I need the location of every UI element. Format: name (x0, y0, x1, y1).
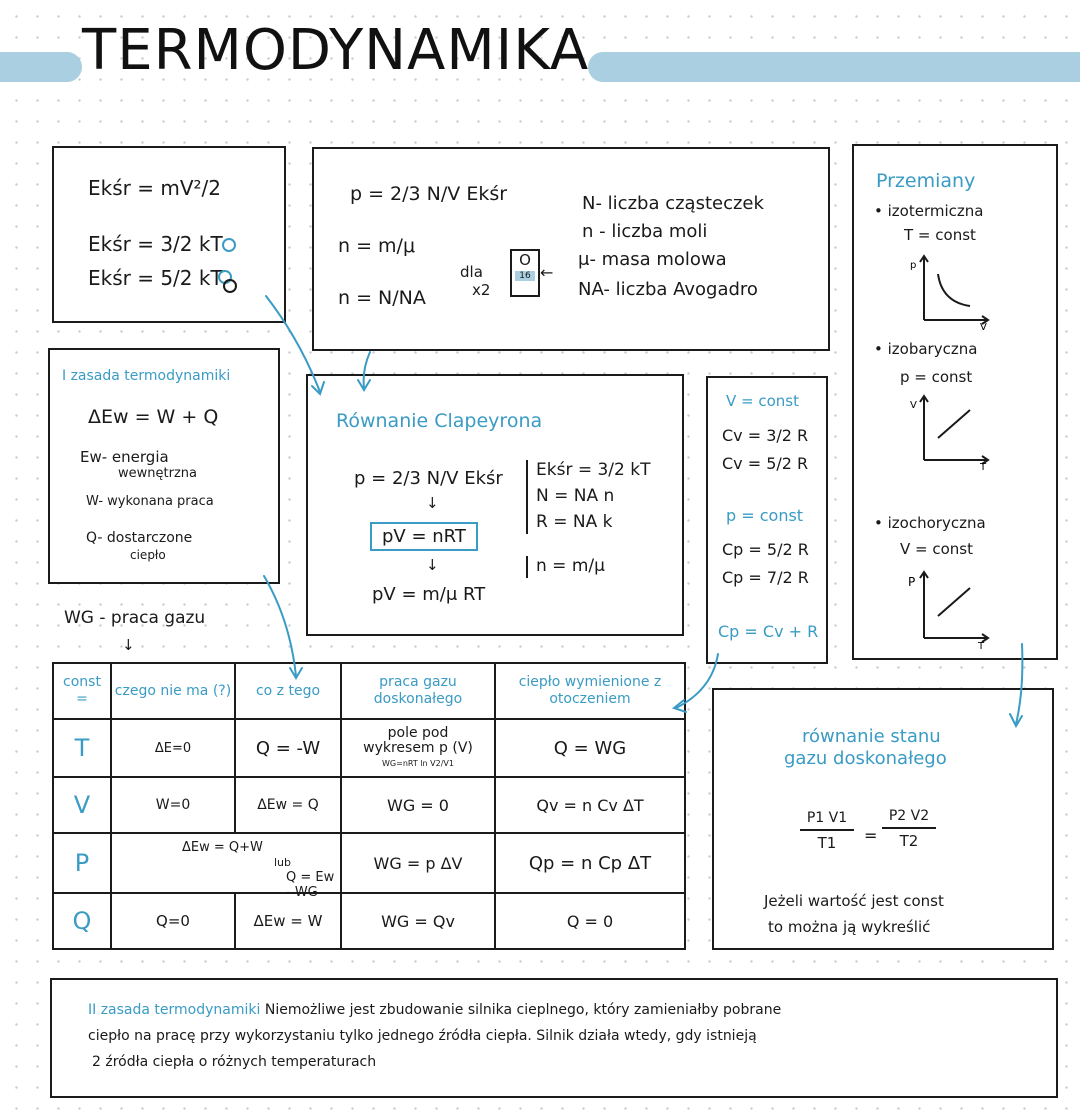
p-const-label: p = const (726, 506, 804, 525)
down-arrow-icon: ↓ (426, 556, 439, 574)
processes-heading: Przemiany (876, 170, 976, 192)
cell-result: Q = -W (235, 719, 341, 777)
first-law-heading: I zasada termodynamiki (62, 368, 231, 384)
note-x2: x2 (472, 281, 491, 299)
periodic-cell-symbol: O (519, 251, 531, 269)
clapeyron-eq3: pV = m/μ RT (372, 584, 486, 605)
relation-moles: n = m/μ (536, 556, 605, 576)
row-label-q: Q (53, 893, 111, 949)
col-gas-work: praca gazu doskonałego (341, 663, 495, 719)
down-arrow-icon: ↓ (122, 636, 135, 654)
cell-heat: Qv = n Cv ΔT (495, 777, 685, 833)
table-header-row (53, 663, 685, 719)
cell-missing-p: ΔEw = Q+W (182, 840, 263, 855)
relations-divider (526, 460, 528, 534)
moles-count-formula: n = N/NA (338, 287, 426, 309)
isothermal-name: izotermiczna (887, 202, 984, 220)
def-n-moles: n - liczba moli (582, 221, 708, 242)
isothermal-axis-v: V (980, 322, 987, 330)
isochoric-label: • izochoryczna (874, 514, 986, 532)
cv-mono: Cv = 3/2 R (722, 426, 809, 445)
heat-capacity-box (706, 376, 828, 664)
state-eq-equals: = (864, 826, 878, 845)
state-eq-heading-2: gazu doskonałego (784, 748, 947, 769)
second-law-heading: II zasada termodynamiki (88, 1002, 261, 1018)
col-heat-exchange: ciepło wymienione z otoczeniem (495, 663, 685, 719)
def-internal-energy-1: Ew- energia (80, 448, 169, 466)
note-dla: dla (460, 263, 483, 281)
state-eq-right-num: P2 V2 (882, 808, 936, 829)
isothermal-label: • izotermiczna (874, 202, 984, 220)
table-row (53, 893, 685, 949)
def-heat-1: Q- dostarczone (86, 530, 193, 546)
row-label-p: P (53, 833, 111, 893)
gas-work-label: WG - praca gazu (64, 608, 206, 628)
clapeyron-eq2: pV = nRT (370, 522, 478, 551)
processes-box (852, 144, 1058, 660)
relations-divider-2 (526, 556, 528, 578)
mayer-relation: Cp = Cv + R (718, 622, 819, 641)
title-bar-left (0, 52, 82, 82)
state-eq-note-1: Jeżeli wartość jest const (764, 892, 944, 910)
clapeyron-eq1: p = 2/3 N/V Ekśr (354, 468, 503, 489)
first-law-box (48, 348, 280, 584)
cv-di: Cv = 5/2 R (722, 454, 809, 473)
second-law-text-2: ciepło na pracę przy wykorzystaniu tylko jednego źródła ciepła. Silnik działa wtedy, gdy istnieją (88, 1028, 757, 1044)
gas-work-line2: wykresem p (V) (363, 739, 473, 756)
isochoric-graph (904, 564, 994, 650)
state-equation-box (712, 688, 1054, 950)
relation-n: N = NA n (536, 486, 615, 506)
periodic-cell (510, 249, 540, 297)
col-result: co z tego (235, 663, 341, 719)
isochoric-axis-t: T (978, 641, 985, 650)
second-law-text-3: 2 źródła ciepła o różnych temperaturach (92, 1054, 377, 1070)
isobaric-label: • izobaryczna (874, 340, 978, 358)
page-title: TERMODYNAMIKA (82, 18, 590, 83)
table-row (53, 719, 685, 777)
ekin-formula: Ekśr = mV²/2 (88, 176, 221, 200)
col-missing: czego nie ma (?) (111, 663, 235, 719)
isobaric-axis-v: V (910, 400, 917, 411)
cell-result: ΔEw = W (235, 893, 341, 949)
cell-result-p: Q = Ew - WG (286, 870, 335, 900)
table-row (53, 777, 685, 833)
isothermal-graph (904, 250, 994, 330)
cell-gas-work: WG = p ΔV (341, 833, 495, 893)
state-eq-left-den: T1 (817, 834, 837, 852)
table-row (53, 833, 685, 893)
cell-result: ΔEw = Q (235, 777, 341, 833)
second-law-line-1 (88, 1002, 781, 1018)
pressure-formula: p = 2/3 N/V Ekśr (350, 183, 508, 205)
moles-mass-formula: n = m/μ (338, 235, 416, 257)
second-law-text-1: Niemożliwe jest zbudowanie silnika cieplnego, który zamieniałby pobrane (264, 1002, 782, 1018)
diatomic-molecule-icon (218, 270, 238, 292)
cell-or: lub (274, 856, 292, 869)
second-law-box (50, 978, 1058, 1098)
def-work: W- wykonana praca (86, 494, 214, 509)
processes-table (52, 662, 686, 950)
isothermal-axis-p: p (910, 260, 917, 271)
down-arrow-icon: ↓ (426, 494, 439, 512)
cp-mono: Cp = 5/2 R (722, 540, 809, 559)
kinetic-energy-box (52, 146, 286, 323)
def-molar-mass: μ- masa molowa (578, 249, 727, 270)
cell-heat: Q = 0 (495, 893, 685, 949)
def-avogadro: NA- liczba Avogadro (578, 279, 758, 300)
gas-work-line1: pole pod (387, 724, 449, 741)
row-label-t: T (53, 719, 111, 777)
isothermal-cond: T = const (904, 226, 976, 244)
state-eq-note-2: to można ją wykreślić (768, 918, 931, 936)
arrow-firstlaw-to-table (264, 576, 296, 676)
state-eq-left-num: P1 V1 (800, 810, 854, 831)
gas-work-line3: WG=nRT ln V2/V1 (382, 758, 454, 768)
monatomic-molecule-icon (222, 238, 236, 252)
first-law-formula: ΔEw = W + Q (88, 406, 219, 428)
isobaric-name: izobaryczna (887, 340, 978, 358)
row-label-v: V (53, 777, 111, 833)
cell-missing: Q=0 (111, 893, 235, 949)
ekin-diatomic: Ekśr = 5/2 kT (88, 266, 223, 290)
cell-heat: Qp = n Cp ΔT (495, 833, 685, 893)
clapeyron-box (306, 374, 684, 636)
isochoric-cond: V = const (900, 540, 973, 558)
def-heat-2: ciepło (130, 548, 166, 562)
title-bar-right (588, 52, 1080, 82)
isochoric-name: izochoryczna (887, 514, 986, 532)
state-eq-left-fraction (800, 810, 854, 852)
v-const-label: V = const (726, 392, 799, 410)
state-eq-right-den: T2 (899, 832, 919, 850)
isochoric-axis-p: P (908, 575, 916, 589)
col-const: const = (53, 663, 111, 719)
arrow-icon: ← (540, 263, 554, 282)
relation-ekin: Ekśr = 3/2 kT (536, 460, 651, 480)
clapeyron-heading: Równanie Clapeyrona (336, 410, 543, 432)
relation-r: R = NA k (536, 512, 613, 532)
cell-gas-work (341, 719, 495, 777)
def-internal-energy-2: wewnętrzna (118, 466, 197, 481)
cp-di: Cp = 7/2 R (722, 568, 809, 587)
cell-missing: W=0 (111, 777, 235, 833)
state-eq-heading-1: równanie stanu (802, 726, 941, 747)
isobaric-cond: p = const (900, 368, 973, 386)
cell-missing-result (111, 833, 341, 900)
pressure-definitions-box (312, 147, 830, 351)
isobaric-graph (904, 390, 994, 470)
def-n-particles: N- liczba cząsteczek (582, 193, 764, 214)
isobaric-axis-t: T (980, 462, 987, 470)
cell-heat: Q = WG (495, 719, 685, 777)
cell-missing: ΔE=0 (111, 719, 235, 777)
cell-gas-work: WG = 0 (341, 777, 495, 833)
ekin-monatomic: Ekśr = 3/2 kT (88, 232, 223, 256)
cell-gas-work: WG = Qv (341, 893, 495, 949)
state-eq-right-fraction (882, 808, 936, 850)
periodic-cell-mass: 16 (515, 271, 535, 281)
